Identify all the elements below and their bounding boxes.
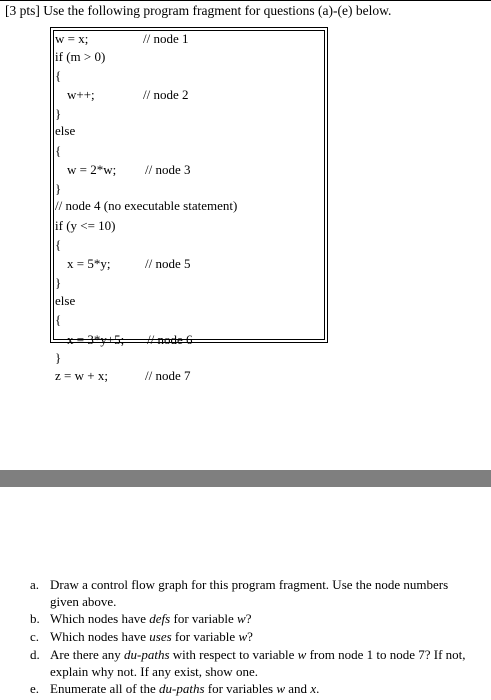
code-statement: w = x; — [55, 31, 89, 46]
question-term: defs — [149, 611, 171, 626]
question-fragment: with respect to variable — [169, 647, 298, 662]
question-marker: b. — [30, 611, 40, 626]
code-statement: { — [55, 237, 62, 252]
page-separator-bar — [0, 470, 491, 487]
question-fragment: Are there any — [50, 647, 124, 662]
question-fragment: Enumerate all of the — [50, 681, 160, 696]
code-statement: else — [55, 293, 76, 308]
question-fragment: for variable — [171, 629, 239, 644]
question-text — [50, 576, 480, 610]
question-fragment: . — [316, 681, 320, 696]
question-header: [3 pts] Use the following program fragment for questions (a)-(e) below. — [5, 3, 392, 18]
question-fragment: for variables — [204, 681, 277, 696]
code-statement: z = w + x; — [55, 368, 108, 383]
code-statement: if (y <= 10) — [55, 218, 116, 233]
code-statement: // node 4 (no executable statement) — [55, 198, 238, 213]
code-comment: // node 5 — [145, 256, 191, 271]
question-term: du-paths — [159, 681, 205, 696]
question-term: x — [310, 681, 317, 696]
question-term: w — [276, 681, 286, 696]
question-term: w — [297, 647, 307, 662]
question-marker: c. — [30, 629, 40, 644]
code-comment: // node 3 — [145, 162, 191, 177]
code-statement: } — [55, 350, 62, 365]
question-fragment: and — [285, 681, 311, 696]
question-text — [50, 628, 480, 645]
question-marker: d. — [30, 647, 40, 662]
question-text — [50, 610, 480, 627]
code-comment: // node 2 — [143, 87, 189, 102]
question-text — [50, 646, 480, 680]
question-term: w — [238, 629, 248, 644]
question-fragment: Which nodes have — [50, 629, 150, 644]
question-marker: e. — [30, 681, 40, 696]
question-fragment: Draw a control flow graph for this program fragment. Use the node numbers given above. — [50, 577, 449, 609]
code-statement: { — [55, 68, 62, 83]
question-fragment: for variable — [170, 611, 238, 626]
question-marker: a. — [30, 577, 40, 592]
code-statement: } — [55, 181, 62, 196]
code-comment: // node 1 — [143, 31, 189, 46]
question-term: du-paths — [124, 647, 170, 662]
code-statement: else — [55, 123, 76, 138]
question-term: w — [237, 611, 246, 626]
question-text — [50, 680, 480, 697]
code-statement: w = 2*w; — [67, 162, 117, 177]
question-term: uses — [149, 629, 172, 644]
question-fragment: ? — [245, 611, 252, 626]
top-divider — [0, 0, 491, 1]
question-fragment: Which nodes have — [50, 611, 150, 626]
question-fragment: ? — [247, 629, 253, 644]
code-fragment-inner-border — [53, 30, 325, 340]
code-statement: { — [55, 312, 62, 327]
code-statement: x = 5*y; — [67, 256, 111, 271]
code-statement: x = 3*y+5; — [67, 332, 125, 347]
code-statement: { — [55, 143, 62, 158]
code-fragment-box — [50, 27, 328, 383]
code-statement: if (m > 0) — [55, 49, 106, 64]
code-statement: w++; — [67, 87, 95, 102]
code-comment: // node 7 — [145, 368, 191, 383]
code-comment: // node 6 — [147, 332, 193, 347]
question-fragment: from node 1 to node 7? If not, explain why not. If any exist, show one. — [50, 647, 466, 679]
code-statement: } — [55, 275, 62, 290]
code-statement: } — [55, 106, 62, 121]
